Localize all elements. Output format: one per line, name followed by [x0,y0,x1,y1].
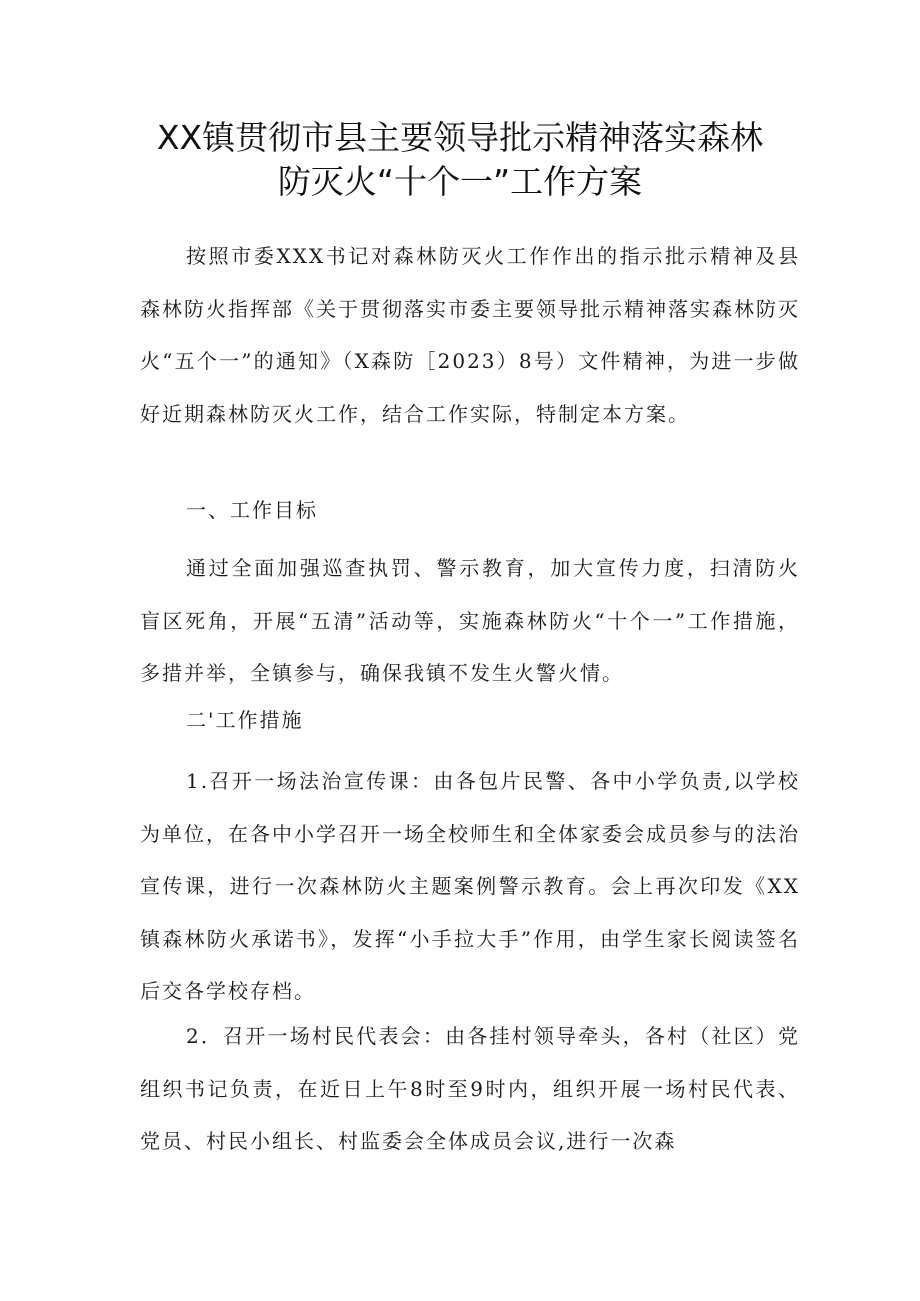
document-title-line-1: XX镇贯彻市县主要领导批示精神落实森林 [156,118,764,157]
intro-paragraph: 按照市委XXX书记对森林防灭火工作作出的指示批示精神及县森林防火指挥部《关于贯彻落实市委主要领导批示精神落实森林防灭火“五个一”的通知》（X森防［2023）8号）文件精神，为进一步做好近期森林防灭火工作，结合工作实际，特制定本方案。 [140,244,800,426]
measure-2-paragraph: 2．召开一场村民代表会：由各挂村领导牵头，各村（社区）党组织书记负责，在近日上午8时至9时内，组织开展一场村民代表、党员、村民小组长、村监委会全体成员会议,进行一次森 [140,1024,800,1153]
section-heading-goal: 一、工作目标 [186,498,318,522]
section-heading-measures: 二'工作措施 [186,708,304,732]
measure-1-paragraph: 1.召开一场法治宣传课：由各包片民警、各中小学负责,以学校为单位，在各中小学召开一场全校师生和全体家委会成员参与的法治宣传课，进行一次森林防火主题案例警示教育。会上再次印发《XX镇森林防火承诺书》，发挥“小手拉大手”作用，由学生家长阅读签名后交各学校存档。 [140,769,800,1003]
document-title-line-2: 防灭火“十个一”工作方案 [277,162,643,201]
goal-paragraph: 通过全面加强巡查执罚、警示教育，加大宣传力度，扫清防火盲区死角，开展“五清”活动等，实施森林防火“十个一”工作措施，多措并举，全镇参与，确保我镇不发生火警火情。 [140,556,800,685]
